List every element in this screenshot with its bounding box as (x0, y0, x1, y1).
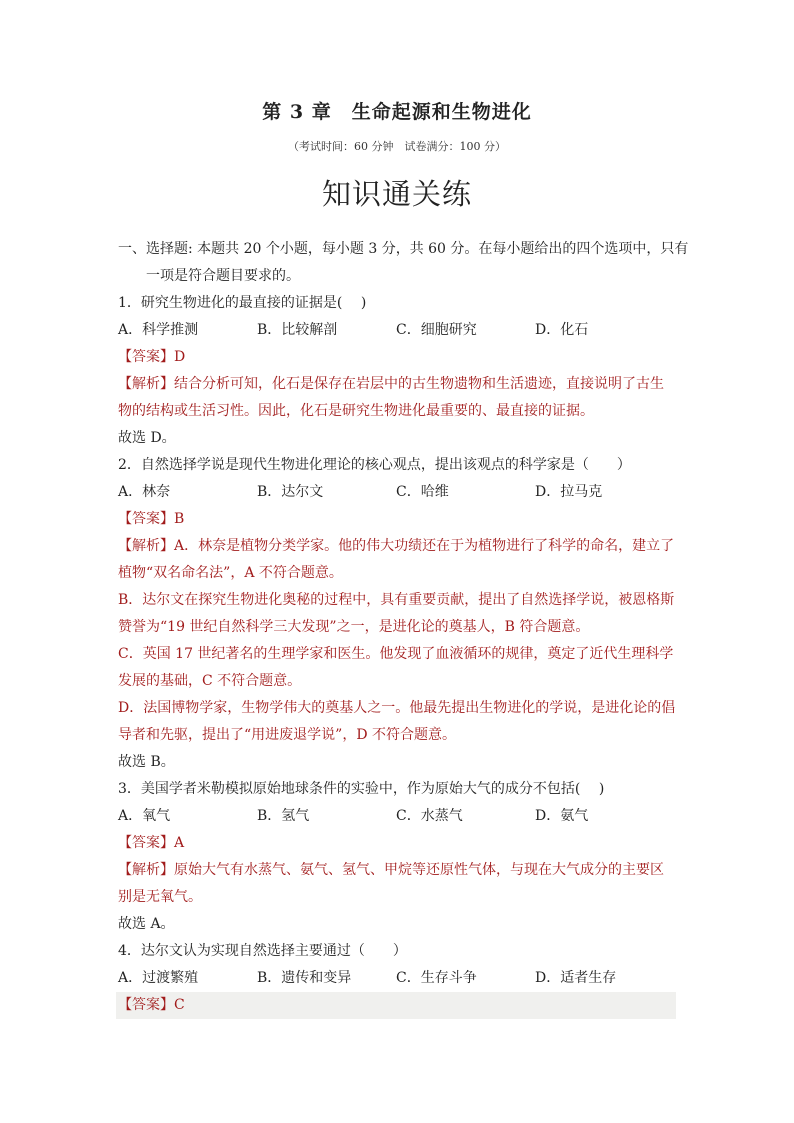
option-d: D．氨气 (535, 808, 589, 824)
question-2 (118, 452, 676, 776)
question-stem: 1．研究生物进化的最直接的证据是( ) (118, 295, 367, 311)
analysis-label: 【解析】 (118, 538, 174, 554)
answer-label: 【答案】 (118, 349, 174, 365)
analysis-paragraph (118, 533, 676, 587)
question-1 (118, 290, 676, 452)
analysis-text: A．林奈是植物分类学家。他的伟大功绩还在于为植物进行了科学的命名，建立了植物“双名命名法”，A 不符合题意。 (118, 538, 675, 581)
option-c: C．水蒸气 (396, 808, 463, 824)
answer-value: D (174, 349, 186, 365)
question-stem: 4．达尔文认为实现自然选择主要通过（ ） (118, 943, 407, 959)
question-stem: 3．美国学者米勒模拟原始地球条件的实验中，作为原始大气的成分不包括( ) (118, 781, 605, 797)
option-c: C．细胞研究 (396, 322, 477, 338)
option-d: D．适者生存 (535, 970, 617, 986)
option-a: A．氧气 (118, 808, 171, 824)
analysis-paragraph (118, 371, 676, 425)
answer-options (118, 803, 676, 830)
option-b: B．氢气 (257, 808, 310, 824)
answer-options (118, 965, 676, 992)
option-a: A．林奈 (118, 484, 171, 500)
option-b: B．遗传和变异 (257, 970, 352, 986)
question-3 (118, 776, 676, 938)
option-b: B．达尔文 (257, 484, 324, 500)
option-c: C．生存斗争 (396, 970, 477, 986)
answer-value: A (174, 835, 185, 851)
option-a: A．过渡繁殖 (118, 970, 199, 986)
question-content (118, 236, 689, 1019)
option-d: D．化石 (535, 322, 589, 338)
analysis-text: 原始大气有水蒸气、氨气、氢气、甲烷等还原性气体，与现在大气成分的主要区别是无氧气。 (118, 862, 664, 905)
section-header (118, 236, 689, 290)
answer-label: 【答案】 (118, 511, 174, 527)
answer-options (118, 317, 676, 344)
exam-info: （考试时间：60 分钟 试卷满分：100 分） (288, 140, 506, 153)
answer-options (118, 479, 676, 506)
answer-label: 【答案】 (118, 835, 174, 851)
question-4 (118, 938, 676, 1019)
analysis-label: 【解析】 (118, 376, 174, 392)
analysis-paragraph: B．达尔文在探究生物进化奥秘的过程中，具有重要贡献，提出了自然选择学说，被恩格斯赞誉为“19 世纪自然科学三大发现”之一，是进化论的奠基人，B 符合题意。 (118, 592, 675, 635)
question-stem: 2．自然选择学说是现代生物进化理论的核心观点，提出该观点的科学家是（ ） (118, 457, 631, 473)
page-title: 知识通关练 (321, 177, 472, 211)
answer-line (116, 992, 676, 1019)
analysis-paragraph: D．法国博物学家，生物学伟大的奠基人之一。他最先提出生物进化的学说，是进化论的倡导者和先驱，提出了“用进废退学说”，D 不符合题意。 (118, 700, 676, 743)
answer-value: B (174, 511, 185, 527)
conclusion: 故选 D。 (118, 430, 176, 446)
answer-line (118, 506, 676, 533)
section-instruction: 一、选择题: 本题共 20 个小题，每小题 3 分，共 60 分。在每小题给出的四个选项中，只有 (118, 241, 689, 257)
answer-value: C (174, 997, 185, 1013)
option-c: C．哈维 (396, 484, 449, 500)
section-instruction-cont: 一项是符合题目要求的。 (146, 268, 300, 284)
option-a: A．科学推测 (118, 322, 199, 338)
answer-line (118, 344, 676, 371)
analysis-paragraph (118, 857, 676, 911)
conclusion: 故选 A。 (118, 916, 175, 932)
analysis-label: 【解析】 (118, 862, 174, 878)
answer-label: 【答案】 (118, 997, 174, 1013)
analysis-text: 结合分析可知，化石是保存在岩层中的古生物遗物和生活遗迹，直接说明了古生物的结构或生活习性。因此，化石是研究生物进化最重要的、最直接的证据。 (118, 376, 664, 419)
conclusion: 故选 B。 (118, 754, 175, 770)
chapter-title: 第 3 章 生命起源和生物进化 (262, 101, 532, 123)
analysis-paragraph: C．英国 17 世纪著名的生理学家和医生。他发现了血液循环的规律，奠定了近代生理科学发展的基础，C 不符合题意。 (118, 646, 674, 689)
option-d: D．拉马克 (535, 484, 603, 500)
answer-line (118, 830, 676, 857)
option-b: B．比较解剖 (257, 322, 338, 338)
